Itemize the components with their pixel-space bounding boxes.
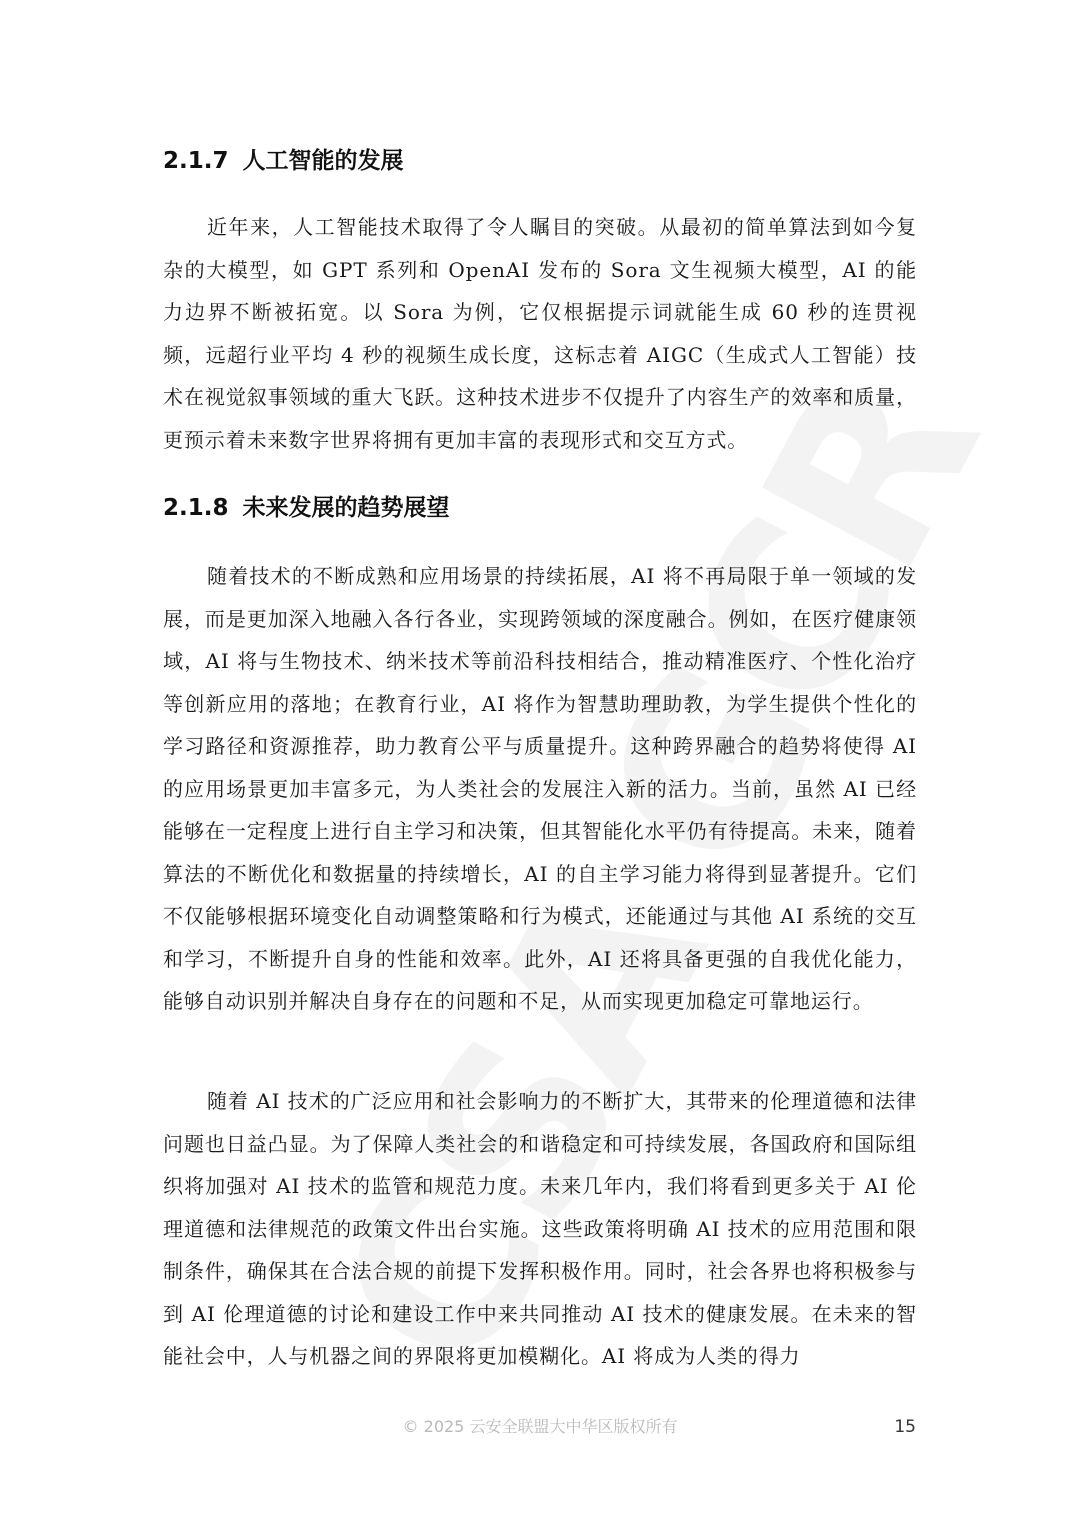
paragraph-future-trend-2: 随着 AI 技术的广泛应用和社会影响力的不断扩大，其带来的伦理道德和法律问题也日益凸显。为了保障人类社会的和谐稳定和可持续发展，各国政府和国际组织将加强对 AI 技术的监管和规范力度。未来几年内，我们将看到更多关于 AI 伦理道德和法律规范的政策文件出台实施。这些政策将明确 AI 技术的应用范围和限制条件，确保其在合法合规的前提下发挥积极作用。同时，社会各界也将积极参与到 AI 伦理道德的讨论和建设工作中来共同推动 AI 技术的健康发展。在未来的智能社会中，人与机器之间的界限将更加模糊化。AI 将成为人类的得力 — [163, 1089, 917, 1368]
section-heading-2-1-7 — [163, 146, 404, 176]
paragraph-future-trend-1: 随着技术的不断成熟和应用场景的持续拓展，AI 将不再局限于单一领域的发展，而是更加深入地融入各行各业，实现跨领域的深度融合。例如，在医疗健康领域，AI 将与生物技术、纳米技术等前沿科技相结合，推动精准医疗、个性化治疗等创新应用的落地；在教育行业，AI 将作为智慧助理助教，为学生提供个性化的学习路径和资源推荐，助力教育公平与质量提升。这种跨界融合的趋势将使得 AI 的应用场景更加丰富多元，为人类社会的发展注入新的活力。当前，虽然 AI 已经能够在一定程度上进行自主学习和决策，但其智能化水平仍有待提高。未来，随着算法的不断优化和数据量的持续增长，AI 的自主学习能力将得到显著提升。它们不仅能够根据环境变化自动调整策略和行为模式，还能通过与其他 AI 系统的交互和学习，不断提升自身的性能和效率。此外，AI 还将具备更强的自我优化能力，能够自动识别并解决自身存在的问题和不足，从而实现更加稳定可靠地运行。 — [163, 564, 917, 1013]
section-number: 2.1.8 — [163, 495, 229, 521]
section-title: 人工智能的发展 — [242, 148, 404, 174]
section-number: 2.1.7 — [163, 148, 229, 174]
footer-copyright: © 2025 云安全联盟大中华区版权所有 — [402, 1417, 678, 1436]
section-title: 未来发展的趋势展望 — [242, 495, 450, 521]
section-heading-2-1-8 — [163, 493, 450, 523]
page-number: 15 — [894, 1417, 916, 1437]
paragraph-ai-development: 近年来，人工智能技术取得了令人瞩目的突破。从最初的简单算法到如今复杂的大模型，如 GPT 系列和 OpenAI 发布的 Sora 文生视频大模型，AI 的能力边界不断被拓宽。以 Sora 为例，它仅根据提示词就能生成 60 秒的连贯视频，远超行业平均 4 秒的视频生成长度，这标志着 AIGC（生成式人工智能）技术在视觉叙事领域的重大飞跃。这种技术进步不仅提升了内容生产的效率和质量，更预示着未来数字世界将拥有更加丰富的表现形式和交互方式。 — [163, 215, 917, 452]
